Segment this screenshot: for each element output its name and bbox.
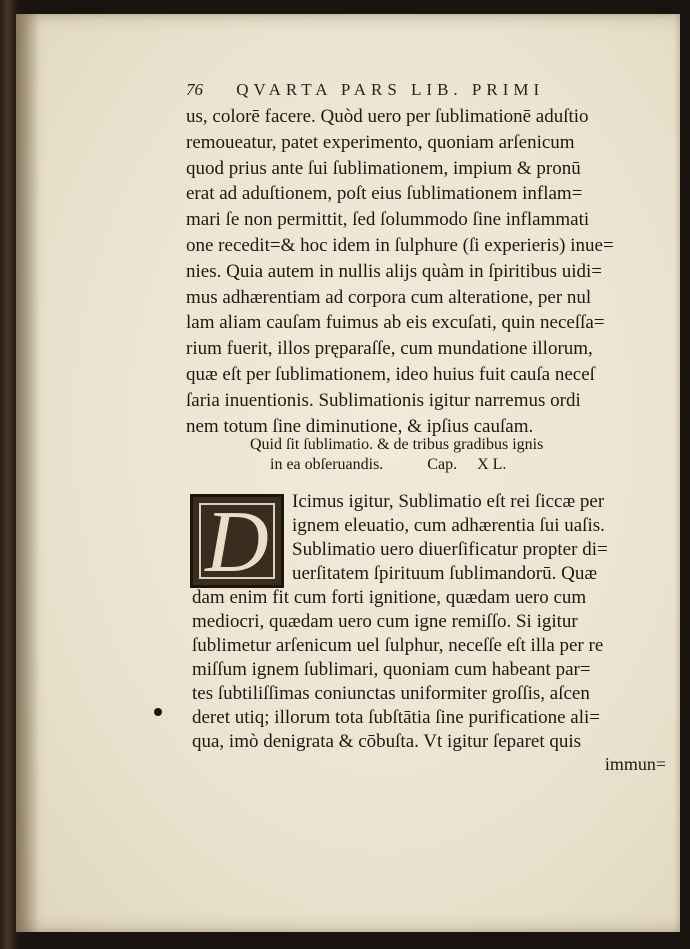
chapter-heading-line: Quid ſit ſublimatio. & de tribus gradibus ignis bbox=[250, 436, 544, 453]
text-line: Icimus igitur, Sublimatio eſt rei ſiccæ per bbox=[292, 491, 605, 512]
page-gutter-shadow bbox=[16, 14, 40, 932]
text-line: ſaria inuentionis. Sublimationis igitur narremus ordi bbox=[186, 389, 581, 411]
decorated-initial bbox=[190, 494, 284, 591]
text-line: nem totum ſine diminutione, & ipſius cauſam. bbox=[186, 415, 534, 437]
text-line: qua, imò denigrata & cōbuſta. Vt igitur ſeparet quis bbox=[192, 731, 582, 752]
initial-letter: D bbox=[205, 494, 269, 591]
text-line: mari ſe non permittit, ſed ſolummodo ſine inflammati bbox=[186, 209, 590, 231]
chapter-heading-line: in ea obſeruandis. Cap. X L. bbox=[270, 456, 507, 473]
text-line: remoueatur, patet experimento, quoniam arſenicum bbox=[186, 131, 575, 153]
text-line: tes ſubtiliſſimas coniunctas uniformiter groſſis, aſcen bbox=[192, 683, 590, 704]
text-line: rium fuerit, illos pręparaſſe, cum mundatione illorum, bbox=[186, 338, 593, 360]
text-line: one recedit=& hoc idem in ſulphure (ſi experieris) inue= bbox=[186, 234, 614, 256]
text-line: uerſitatem ſpirituum ſublimandorū. Quæ bbox=[292, 563, 598, 584]
ink-dot bbox=[154, 708, 162, 716]
chapter-text bbox=[192, 586, 662, 754]
text-line: ignem eleuatio, cum adhærentia ſui uaſis. bbox=[292, 515, 605, 536]
chapter-heading bbox=[250, 435, 650, 475]
text-line: us, colorē facere. Quòd uero per ſublimationē aduſtio bbox=[186, 106, 589, 127]
running-head bbox=[186, 80, 626, 102]
text-line: lam aliam cauſam fuimus ab eis excuſati, quin neceſſa= bbox=[186, 312, 605, 334]
text-line: miſſum ignem ſublimari, quoniam cum habeant par= bbox=[192, 659, 591, 680]
page-number: 76 bbox=[186, 80, 203, 99]
text-line: quæ eſt per ſublimationem, ideo huius fuit cauſa neceſ bbox=[186, 363, 595, 385]
text-line: ſublimetur arſenicum uel ſulphur, neceſſe eſt illa per re bbox=[192, 635, 604, 656]
text-line: nies. Quia autem in nullis alijs quàm in ſpiritibus uidi= bbox=[186, 260, 603, 282]
text-line: dam enim fit cum forti ignitione, quædam uero cum bbox=[192, 587, 587, 608]
running-head-title: QVARTA PARS LIB. PRIMI bbox=[236, 80, 545, 99]
text-line: quod prius ante ſui ſublimationem, impium & pronū bbox=[186, 157, 581, 179]
text-line: Sublimatio uero diuerſificatur propter di= bbox=[292, 539, 608, 560]
text-line: mediocri, quædam uero cum igne remiſſo. Si igitur bbox=[192, 611, 578, 632]
catchword: immun= bbox=[604, 754, 666, 774]
text-line: deret utiq; illorum tota ſubſtātia ſine purificatione ali= bbox=[192, 707, 601, 728]
text-line: mus adhærentiam ad corpora cum alteratione, per nul bbox=[186, 286, 592, 308]
paragraph bbox=[186, 104, 666, 439]
chapter-text-indented bbox=[292, 490, 662, 586]
text-line: erat ad aduſtionem, poſt eius ſublimationem inflam= bbox=[186, 183, 583, 205]
